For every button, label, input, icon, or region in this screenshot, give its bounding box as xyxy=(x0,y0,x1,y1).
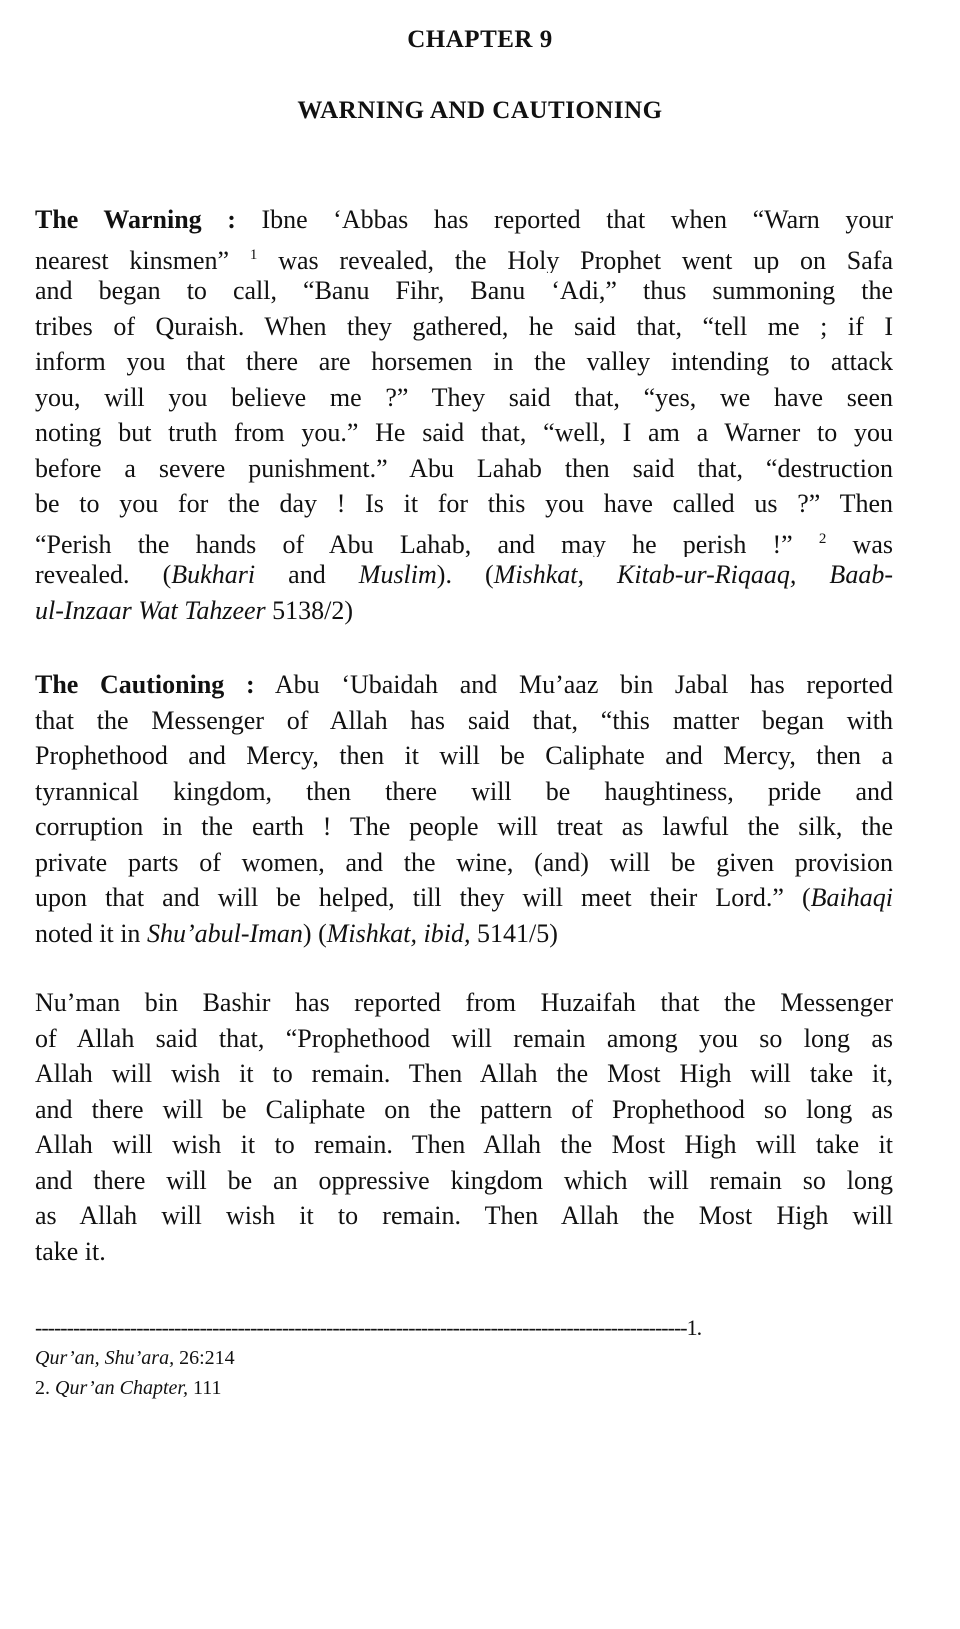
text-run: corruption in the earth ! The people will treat as lawful the silk, the xyxy=(35,812,893,841)
text-line xyxy=(35,916,893,952)
text-run: revealed. ( xyxy=(35,560,172,589)
paragraph-warning xyxy=(35,202,893,628)
text-run: that the Messenger of Allah has said that, “this matter began with xyxy=(35,705,893,735)
citation-text: Mishkat, Kitab-ur-Riqaaq, Baab- xyxy=(493,560,893,589)
text-run: Prophethood and Mercy, then it will be Caliphate and Mercy, then a xyxy=(35,741,893,770)
footnotes xyxy=(35,1313,893,1403)
footnote-divider: -------------------------------------------------------------------------------------------------------1. xyxy=(35,1315,702,1340)
citation-text: Baihaqi xyxy=(810,883,893,912)
text-line xyxy=(35,1092,893,1128)
text-line xyxy=(35,667,893,703)
text-run: tyrannical kingdom, then there will be haughtiness, pride and xyxy=(35,776,893,806)
text-run: Ibne ‘Abbas has reported that when “Warn your xyxy=(235,205,893,234)
text-run: was xyxy=(826,529,893,557)
text-run: noted it in xyxy=(35,918,147,948)
citation-text: Shu’abul-Iman xyxy=(146,918,303,948)
text-run: 111 xyxy=(187,1377,222,1399)
text-run: you, will you believe me ?” They said that, “yes, we have seen xyxy=(35,382,893,412)
footnote-1 xyxy=(35,1343,893,1373)
footnote-2 xyxy=(35,1373,893,1403)
text-line xyxy=(35,1056,893,1092)
text-run: take it. xyxy=(35,1236,106,1266)
text-line xyxy=(35,809,893,845)
text-run: nearest kinsmen” xyxy=(35,245,250,273)
citation-text: Qur’an Chapter, xyxy=(55,1377,188,1399)
text-run: 2. xyxy=(35,1377,55,1399)
text-run: inform you that there are horsemen in the valley intending to attack xyxy=(35,347,893,376)
text-line xyxy=(35,774,893,810)
text-run: tribes of Quraish. When they gathered, he said that, “tell me ; if I xyxy=(35,311,893,341)
text-line xyxy=(35,273,893,309)
paragraph-numan xyxy=(35,985,893,1269)
text-run: 5138/2) xyxy=(265,595,354,625)
footnote-ref: 2 xyxy=(818,530,827,547)
text-line xyxy=(35,415,893,451)
text-run: 5141/5) xyxy=(470,918,558,948)
text-line xyxy=(35,557,893,593)
text-run: as Allah will wish it to remain. Then Allah the Most High will xyxy=(35,1201,893,1230)
text-line xyxy=(35,1021,893,1057)
text-run: before a severe punishment.” Abu Lahab then said that, “destruction xyxy=(35,453,893,483)
text-run: ) ( xyxy=(302,918,327,948)
text-run: and xyxy=(255,560,359,589)
text-line xyxy=(35,486,893,522)
text-line xyxy=(35,1234,893,1270)
text-run: Abu ‘Ubaidah and Mu’aaz bin Jabal has reported xyxy=(254,670,893,699)
citation-text: Mishkat, ibid, xyxy=(326,918,471,948)
text-run: Nu’man bin Bashir has reported from Huzaifah that the Messenger xyxy=(35,988,893,1017)
paragraph-cautioning xyxy=(35,667,893,951)
text-line xyxy=(35,738,893,774)
text-line xyxy=(35,1163,893,1199)
text-line xyxy=(35,380,893,416)
text-run: and began to call, “Banu Fihr, Banu ‘Adi,” thus summoning the xyxy=(35,276,893,305)
text-run: 26:214 xyxy=(174,1347,235,1369)
text-line xyxy=(35,309,893,345)
citation-text: ul-Inzaar Wat Tahzeer xyxy=(35,595,266,625)
citation-text: Qur’an, Shu’ara, xyxy=(35,1347,175,1369)
text-line xyxy=(35,238,893,274)
text-line xyxy=(35,451,893,487)
text-line xyxy=(35,985,893,1021)
text-run: and there will be an oppressive kingdom which will remain so long xyxy=(35,1165,893,1195)
chapter-number: CHAPTER 9 xyxy=(407,26,553,53)
text-run: was revealed, the Holy Prophet went up on Safa xyxy=(257,245,893,273)
text-line xyxy=(35,1198,893,1234)
text-run: “Perish the hands of Abu Lahab, and may he perish !” xyxy=(35,529,819,557)
text-line xyxy=(35,703,893,739)
text-line xyxy=(35,593,893,629)
text-run: and there will be Caliphate on the pattern of Prophethood so long as xyxy=(35,1094,893,1124)
text-run: Allah will wish it to remain. Then Allah the Most High will take it xyxy=(35,1130,893,1159)
text-line xyxy=(35,845,893,881)
text-run: Allah will wish it to remain. Then Allah the Most High will take it, xyxy=(35,1059,893,1088)
text-run: upon that and will be helped, till they will meet their Lord.” ( xyxy=(35,883,811,912)
text-line xyxy=(35,1127,893,1163)
text-run: of Allah said that, “Prophethood will remain among you so long as xyxy=(35,1023,893,1053)
footnote-ref: 1 xyxy=(249,246,258,263)
text-line xyxy=(35,522,893,558)
text-line xyxy=(35,344,893,380)
citation-text: Muslim xyxy=(358,560,437,589)
citation-text: Bukhari xyxy=(171,560,256,589)
text-run: be to you for the day ! Is it for this you have called us ?” Then xyxy=(35,489,893,518)
text-run: private parts of women, and the wine, (and) will be given provision xyxy=(35,847,893,877)
text-run: noting but truth from you.” He said that, “well, I am a Warner to you xyxy=(35,418,893,447)
text-line xyxy=(35,202,893,238)
text-line xyxy=(35,880,893,916)
section-label: The Cautioning : xyxy=(35,670,255,699)
chapter-heading: WARNING AND CAUTIONING xyxy=(297,97,663,124)
text-run: ). ( xyxy=(436,560,494,589)
section-label: The Warning : xyxy=(35,205,236,234)
